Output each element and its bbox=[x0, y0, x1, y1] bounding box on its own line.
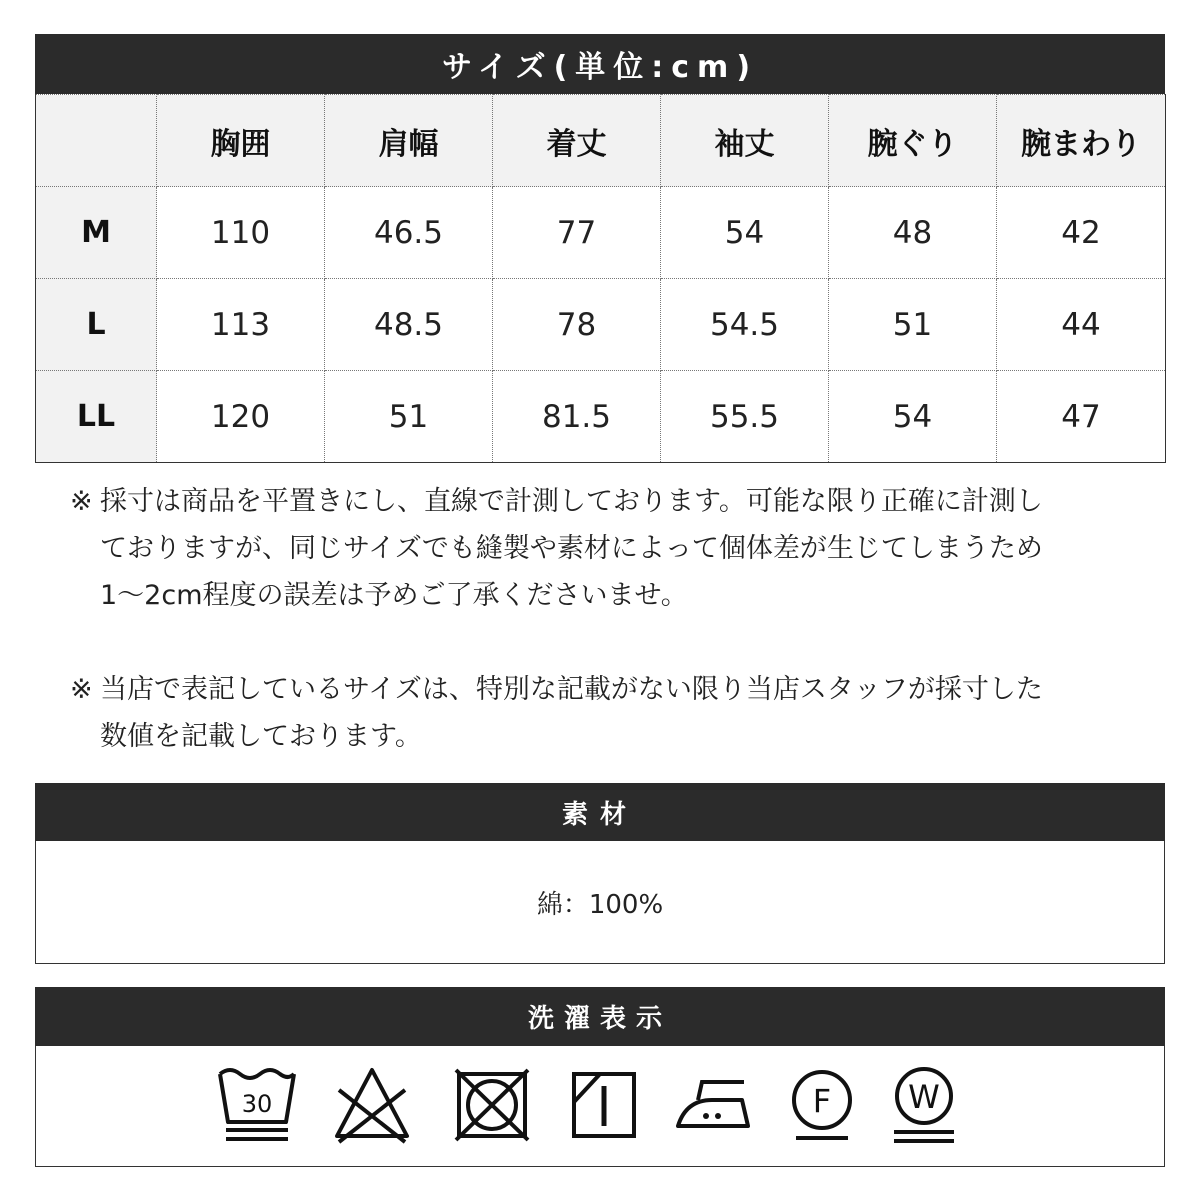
note-line: 当店で表記しているサイズは、特別な記載がない限り当店スタッフが採寸した bbox=[100, 674, 1043, 705]
size-table bbox=[35, 94, 1166, 463]
column-header: 袖丈 bbox=[661, 95, 829, 187]
column-header: 腕まわり bbox=[997, 95, 1166, 187]
table-cell: 81.5 bbox=[493, 371, 661, 463]
table-cell: 47 bbox=[997, 371, 1166, 463]
table-cell: 44 bbox=[997, 279, 1166, 371]
care-icons-box bbox=[35, 1046, 1165, 1167]
note-mark: ※ bbox=[70, 674, 93, 705]
wet-clean-letter: W bbox=[908, 1078, 940, 1116]
table-cell: 54 bbox=[661, 187, 829, 279]
row-header-size: LL bbox=[36, 371, 157, 463]
table-cell: 77 bbox=[493, 187, 661, 279]
column-header: 腕ぐり bbox=[829, 95, 997, 187]
table-cell: 113 bbox=[157, 279, 325, 371]
table-cell: 55.5 bbox=[661, 371, 829, 463]
column-header: 胸囲 bbox=[157, 95, 325, 187]
dry-clean-letter: F bbox=[812, 1082, 832, 1120]
table-cell: 110 bbox=[157, 187, 325, 279]
size-notation-note bbox=[70, 666, 1150, 760]
measurement-note bbox=[70, 478, 1150, 619]
wash-30-gentle-icon bbox=[216, 1064, 298, 1146]
table-cell: 46.5 bbox=[325, 187, 493, 279]
table-cell: 48.5 bbox=[325, 279, 493, 371]
table-cell: 51 bbox=[829, 279, 997, 371]
drip-dry-shade-icon bbox=[570, 1064, 652, 1146]
dry-clean-f-icon bbox=[786, 1064, 868, 1146]
table-cell: 42 bbox=[997, 187, 1166, 279]
table-row bbox=[36, 279, 1166, 371]
iron-medium-icon bbox=[672, 1064, 754, 1146]
row-header-size: M bbox=[36, 187, 157, 279]
table-corner-cell bbox=[36, 95, 157, 187]
note-line: ておりますが、同じサイズでも縫製や素材によって個体差が生じてしまうため bbox=[100, 533, 1043, 564]
no-bleach-icon bbox=[331, 1064, 413, 1146]
table-row bbox=[36, 187, 1166, 279]
table-cell: 54 bbox=[829, 371, 997, 463]
table-cell: 51 bbox=[325, 371, 493, 463]
size-table-header-row bbox=[36, 95, 1166, 187]
wash-temperature-label: 30 bbox=[241, 1090, 273, 1118]
size-section-title: サイズ(単位:cm) bbox=[35, 34, 1165, 94]
table-cell: 78 bbox=[493, 279, 661, 371]
material-section-title: 素材 bbox=[35, 783, 1165, 841]
row-header-size: L bbox=[36, 279, 157, 371]
table-row bbox=[36, 371, 1166, 463]
material-content: 綿：100% bbox=[536, 889, 664, 920]
wet-clean-gentle-icon bbox=[888, 1064, 970, 1146]
note-line: 数値を記載しております。 bbox=[100, 721, 422, 752]
table-cell: 120 bbox=[157, 371, 325, 463]
table-cell: 48 bbox=[829, 187, 997, 279]
column-header: 肩幅 bbox=[325, 95, 493, 187]
no-tumble-dry-icon bbox=[452, 1064, 534, 1146]
material-content-box bbox=[35, 841, 1165, 964]
table-cell: 54.5 bbox=[661, 279, 829, 371]
note-mark: ※ bbox=[70, 486, 93, 517]
care-section-title: 洗濯表示 bbox=[35, 987, 1165, 1046]
column-header: 着丈 bbox=[493, 95, 661, 187]
note-line: 1～2cm程度の誤差は予めご了承くださいませ。 bbox=[100, 580, 688, 611]
note-line: 採寸は商品を平置きにし、直線で計測しております。可能な限り正確に計測し bbox=[100, 486, 1043, 517]
